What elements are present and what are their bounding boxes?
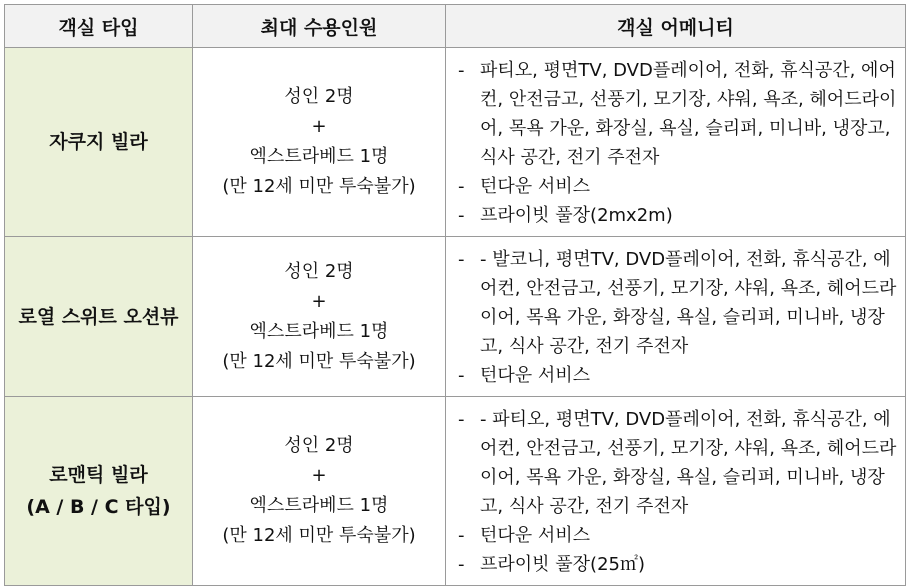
amenities-cell [446, 48, 906, 237]
amenities-list [456, 245, 899, 390]
header-room-type: 객실 타입 [5, 5, 193, 48]
capacity-adults: 성인 2명 [284, 86, 354, 107]
amenity-item: - 프라이빗 풀장(2mx2m) [456, 201, 899, 230]
capacity-plus: + [311, 290, 327, 312]
capacity-cell [193, 397, 446, 586]
amenity-item: - 턴다운 서비스 [456, 521, 899, 550]
header-row [5, 5, 906, 48]
capacity-plus: + [311, 465, 327, 486]
table-row [5, 397, 906, 586]
capacity-extra-bed: 엑스트라베드 1명 [249, 320, 389, 342]
capacity-note: (만 12세 미만 투숙불가) [222, 350, 416, 372]
capacity-adults: 성인 2명 [284, 260, 354, 282]
capacity-note: (만 12세 미만 투숙불가) [222, 176, 416, 197]
header-amenities: 객실 어메니티 [446, 5, 906, 48]
header-capacity: 최대 수용인원 [193, 5, 446, 48]
amenity-item: - - 발코니, 평면TV, DVD플레이어, 전화, 휴식공간, 에어컨, 안전금고, 선풍기, 모기장, 샤워, 욕조, 헤어드라이어, 목욕 가운, 화장실, 욕실, 슬리퍼, 미니바, 냉장고, 식사 공간, 전기 주전자 [456, 245, 899, 361]
amenities-list [456, 405, 899, 579]
room-type-name: 로열 스위트 오션뷰 [18, 305, 179, 328]
room-table [4, 4, 906, 586]
capacity-note: (만 12세 미만 투숙불가) [222, 525, 416, 546]
room-type-cell [5, 237, 193, 397]
capacity-extra-bed: 엑스트라베드 1명 [249, 495, 389, 516]
amenity-item: - 파티오, 평면TV, DVD플레이어, 전화, 휴식공간, 에어컨, 안전금고, 선풍기, 모기장, 샤워, 욕조, 헤어드라이어, 목욕 가운, 화장실, 욕실, 슬리퍼, 미니바, 냉장고, 식사 공간, 전기 주전자 [456, 56, 899, 172]
amenities-cell [446, 397, 906, 586]
amenities-list [456, 56, 899, 230]
capacity-adults: 성인 2명 [284, 435, 354, 456]
capacity-cell [193, 237, 446, 397]
room-type-name: 자쿠지 빌라 [49, 131, 148, 153]
amenities-cell [446, 237, 906, 397]
table-row [5, 48, 906, 237]
room-type-name: 로맨틱 빌라 [49, 464, 148, 486]
amenity-item: - 턴다운 서비스 [456, 361, 899, 390]
amenity-item: - 프라이빗 풀장(25㎡) [456, 550, 899, 579]
room-type-cell [5, 397, 193, 586]
amenity-item: - - 파티오, 평면TV, DVD플레이어, 전화, 휴식공간, 에어컨, 안전금고, 선풍기, 모기장, 샤워, 욕조, 헤어드라이어, 목욕 가운, 화장실, 욕실, 슬리퍼, 미니바, 냉장고, 식사 공간, 전기 주전자 [456, 405, 899, 521]
table-row [5, 237, 906, 397]
capacity-extra-bed: 엑스트라베드 1명 [249, 146, 389, 167]
room-type-cell [5, 48, 193, 237]
capacity-plus: + [311, 116, 327, 137]
room-type-variants: (A / B / C 타입) [26, 496, 171, 518]
amenity-item: - 턴다운 서비스 [456, 172, 899, 201]
capacity-cell [193, 48, 446, 237]
